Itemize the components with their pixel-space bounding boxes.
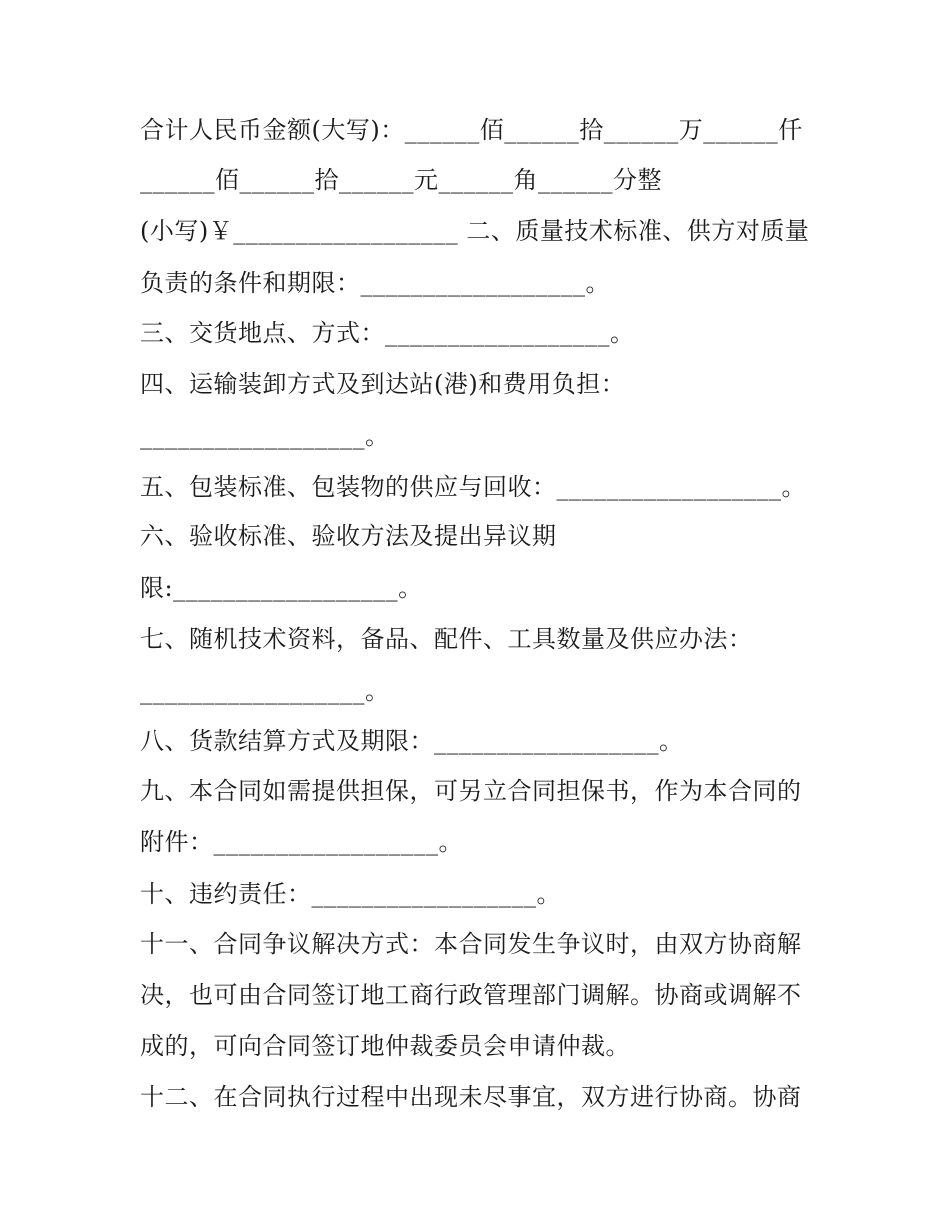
clause-2-continued: 负责的条件和期限：__________________。 xyxy=(140,269,610,297)
amount-in-words-line-continued: ______佰______拾______元______角______分整 xyxy=(140,166,662,194)
clause-11-dispute-continued: 决，也可由合同签订地工商行政管理部门调解。协商或调解不 xyxy=(140,981,802,1009)
clause-5-packaging: 五、包装标准、包装物的供应与回收：__________________。 xyxy=(140,473,806,501)
clause-7-documents: 七、随机技术资料，备品、配件、工具数量及供应办法： xyxy=(140,625,753,653)
clause-4-blank: __________________。 xyxy=(140,422,390,450)
clause-4-transport: 四、运输装卸方式及到达站(港)和费用负担： xyxy=(140,370,626,398)
clause-8-payment: 八、货款结算方式及期限：__________________。 xyxy=(140,727,684,755)
amount-in-figures-and-clause-2: (小写)￥__________________ 二、质量技术标准、供方对质量 xyxy=(140,217,810,245)
amount-in-words-line: 合计人民币金额(大写)：______佰______拾______万______仟 xyxy=(140,116,803,144)
clause-9-guarantee: 九、本合同如需提供担保，可另立合同担保书，作为本合同的 xyxy=(140,777,802,805)
clause-6-blank: 限:__________________。 xyxy=(140,574,423,602)
clause-11-dispute: 十一、合同争议解决方式：本合同发生争议时，由双方协商解 xyxy=(140,930,802,958)
clause-11-dispute-end: 成的，可向合同签订地仲裁委员会申请仲裁。 xyxy=(140,1032,630,1060)
clause-7-blank: __________________。 xyxy=(140,677,390,705)
clause-6-acceptance: 六、验收标准、验收方法及提出异议期 xyxy=(140,522,557,550)
clause-12-other-matters: 十二、在合同执行过程中出现未尽事宜，双方进行协商。协商 xyxy=(140,1083,802,1111)
clause-3-delivery: 三、交货地点、方式：__________________。 xyxy=(140,319,635,347)
clause-9-attachment: 附件：__________________。 xyxy=(140,828,463,856)
clause-10-liability: 十、违约责任：__________________。 xyxy=(140,880,561,908)
